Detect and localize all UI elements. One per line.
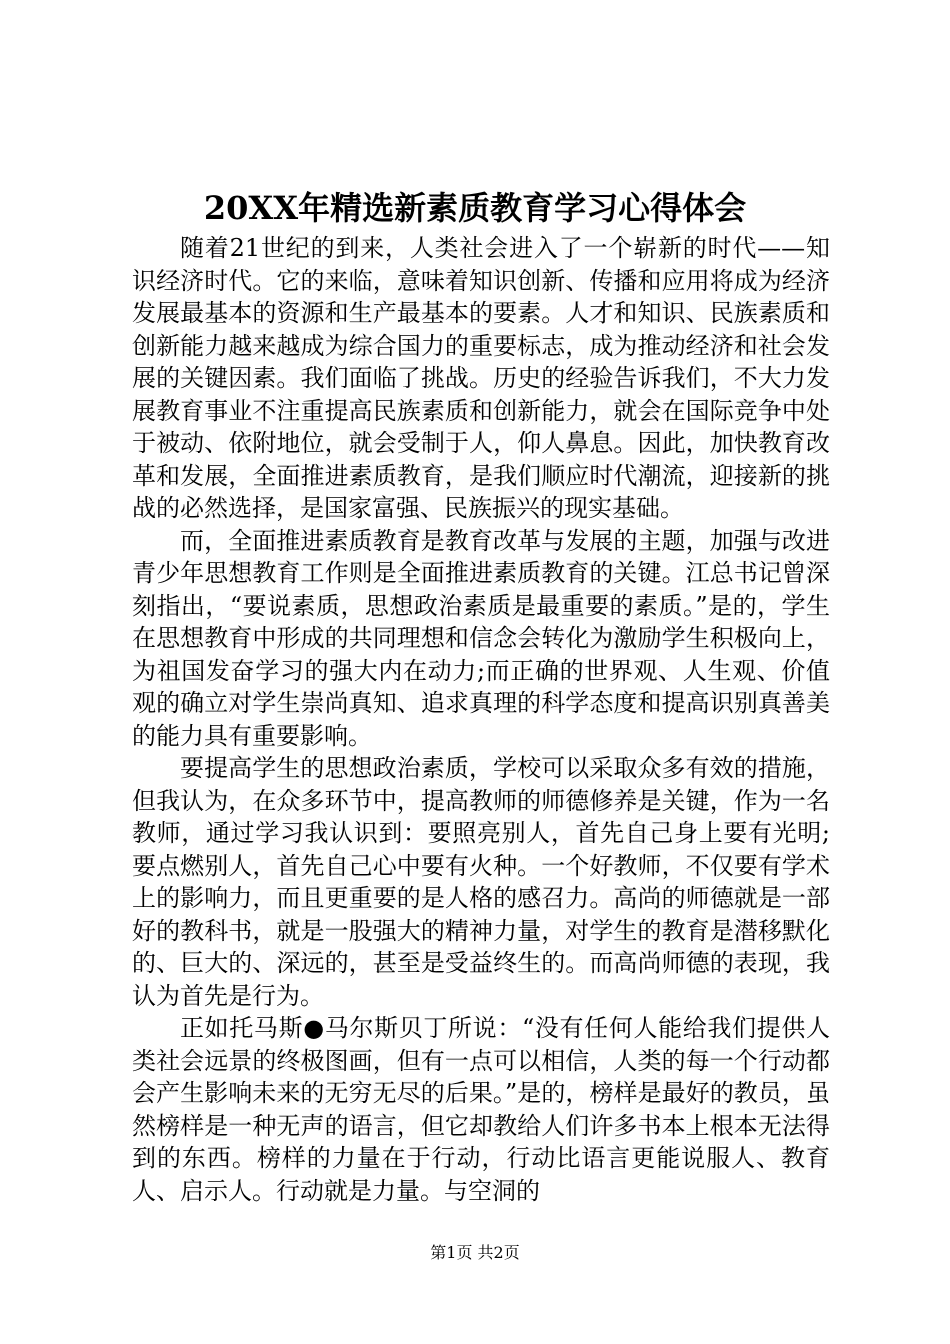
paragraph-1: 随着21世纪的到来，人类社会进入了一个崭新的时代——知识经济时代。它的来临，意味着知识创新、传播和应用将成为经济发展最基本的资源和生产最基本的要素。人才和知识、民族素质和创新能力越来越成为综合国力的重要标志，成为推动经济和社会发展的关键因素。我们面临了挑战。历史的经验告诉我们，不大力发展教育事业不注重提高民族素质和创新能力，就会在国际竞争中处于被动、依附地位，就会受制于人，仰人鼻息。因此，加快教育改革和发展，全面推进素质教育，是我们顺应时代潮流，迎接新的挑战的必然选择，是国家富强、民族振兴的现实基础。	[132, 234, 830, 522]
document-body	[132, 232, 830, 1207]
document-title: 20XX年精选新素质教育学习心得体会	[203, 189, 747, 227]
paragraph-2: 而，全面推进素质教育是教育改革与发展的主题，加强与改进青少年思想教育工作则是全面推进素质教育的关键。江总书记曾深刻指出，“要说素质，思想政治素质是最重要的素质。”是的，学生在思想教育中形成的共同理想和信念会转化为激励学生积极向上，为祖国发奋学习的强大内在动力;而正确的世界观、人生观、价值观的确立对学生崇尚真知、追求真理的科学态度和提高识别真善美的能力具有重要影响。	[132, 526, 830, 750]
page-footer: 第1页 共2页	[430, 1243, 520, 1262]
paragraph-4: 正如托马斯●马尔斯贝丁所说：“没有任何人能给我们提供人类社会远景的终极图画，但有一点可以相信，人类的每一个行动都会产生影响未来的无穷无尽的后果。”是的，榜样是最好的教员，虽然榜样是一种无声的语言，但它却教给人们许多书本上根本无法得到的东西。榜样的力量在于行动，行动比语言更能说服人、教育人、启示人。行动就是力量。与空洞的	[132, 1014, 830, 1205]
paragraph-3: 要提高学生的思想政治素质，学校可以采取众多有效的措施，但我认为，在众多环节中，提高教师的师德修养是关键，作为一名教师，通过学习我认识到：要照亮别人，首先自己身上要有光明;要点燃别人，首先自己心中要有火种。一个好教师，不仅要有学术上的影响力，而且更重要的是人格的感召力。高尚的师德就是一部好的教科书，就是一股强大的精神力量，对学生的教育是潜移默化的、巨大的、深远的，甚至是受益终生的。而高尚师德的表现，我认为首先是行为。	[132, 754, 830, 1010]
